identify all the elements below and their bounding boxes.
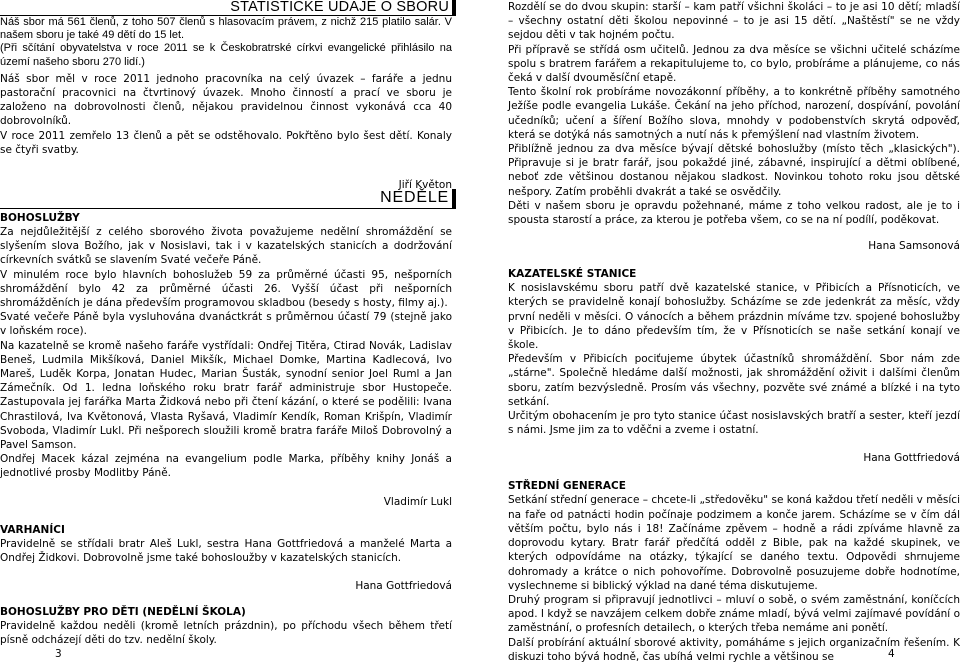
teachers-text: Při přípravě se střídá osm učitelů. Jednou za dva měsíce se všichni učitelé scházíme spolu s bratrem farářem a rekapitulujeme to, co bylo, probíráme a plánujeme, co nás čeká v další dvouměsíční etapě. bbox=[508, 43, 960, 85]
worship-paragraph-2: V minulém roce bylo hlavních bohoslužeb 59 za průměrné účasti 95, nešporních shromáždění bylo 42 za průměrné účasti 26. Vyšší účast při nešporních shromážděních je dána především programovou skladbou (besedy s hosty, filmy aj.). bbox=[0, 268, 452, 310]
statistics-signature: Jiří Květon bbox=[398, 179, 452, 192]
employees-text: Náš sbor měl v roce 2011 jednoho pracovníka na celý úvazek – faráře a jednu pastorační pracovnici na čtvrtinový úvazek. Mnoho činností a prací ve sboru je založeno na dobrovolnosti členů, nějakou pravidelnou činnost vykonává cca 40 dobrovolníků. bbox=[0, 72, 452, 128]
stations-paragraph-3: Určitým obohacením je pro tyto stanice účast nosislavských bratří a sester, kteří jezdí s námi. Jsme jim za to vděčni a zveme i ostatní. bbox=[508, 410, 960, 437]
census-stats-text: (Při sčítání obyvatelstva v roce 2011 se k Českobratrské církvi evangelické přihlásilo na území našeho sboru 270 lidí.) bbox=[0, 42, 452, 68]
middle-generation-paragraph-3: Další probírání aktuální sborové aktivity, pomáháme s jejich organizačním řešením. K diskuzi toho bývá hodně, čas ubíhá velmi rychle a většinou se bbox=[508, 636, 960, 663]
worship-heading: BOHOSLUŽBY bbox=[0, 212, 80, 224]
childrens-services-text: Přiblížně jednou za dva měsíce bývají dětské bohoslužby (místo těch „klasických"). Připravuje si je bratr farář, jsou pokaždé jiné, zábavné, inspirující a dětmi oblíbené, neboť zde většinou dostanou nějakou sladkost. Novinkou tohoto roku jsou dětské nešpory. Zatím proběhli dvakrát a také se osvědčily. bbox=[508, 143, 960, 198]
stations-heading: KAZATELSKÉ STANICE bbox=[508, 268, 637, 281]
page-number-left: 3 bbox=[55, 648, 62, 660]
middle-generation-heading: STŘEDNÍ GENERACE bbox=[508, 480, 626, 493]
worship-paragraph-1: Za nejdůležitější z celého sborového života považujeme nedělní shromáždění se slyšením slova Božího, jak v Nosislavi, tak i v kazatelských stanicích a dodržování církevních svátků se slavením Svaté večeře Páně. bbox=[0, 226, 452, 267]
worship-paragraph-3: Svaté večeře Páně byla vysluhována dvanáctkrát s průměrnou účastí 79 (stejně jako v loňském roce). bbox=[0, 311, 452, 338]
stations-paragraph-2: Především v Přibicích pociťujeme úbytek účastníků shromáždění. Sbor nám zde „stárne". Společně hledáme další možnosti, jak shromáždění oživit i dalšími členům sboru, zatím bezvýsledně. Prosím vás všechny, pozvěte své známé a blízké i na tyto setkání. bbox=[508, 353, 960, 408]
organists-text: Pravidelně se střídali bratr Aleš Lukl, sestra Hana Gottfriedová a manželé Marta a Ondřej Židkovi. Dobrovolně jsme také bohosloužby v kazatelských stanicích. bbox=[0, 537, 452, 564]
middle-generation-paragraph-1: Setkání střední generace – chcete-li „středověku" se koná každou třetí neděli v měsíci na faře od patnácti hodin počínaje podzimem a konče jarem. Scházíme se v čím dál větším počtu, bylo nás i 18! Začínáme zpěvem – hodně a rádi zpíváme hlavně za doprovodu kytary. Bratr farář předčítá odděl z Bible, pak na každé skupinek, ve kterých odpovídáme na otázky, týkající se daného textu. Odpovědi shrnujeme dohromady a krátce o nich pohovoříme. Dobrovolně posuzujeme dobře hodnotíme, vyslechneme si biblický výklad na dané téma diskutujeme. bbox=[508, 494, 960, 592]
children-worship-heading: BOHOSLUŽBY PRO DĚTI (NEDĚLNÍ ŠKOLA) bbox=[0, 606, 246, 619]
stations-signature: Hana Gottfriedová bbox=[863, 452, 960, 465]
statistics-banner bbox=[0, 0, 456, 16]
sunday-banner-title: NEDĚLE bbox=[380, 189, 449, 206]
organists-signature: Hana Gottfriedová bbox=[355, 580, 452, 593]
sunday-banner bbox=[0, 189, 456, 209]
page-number-right: 4 bbox=[888, 648, 895, 660]
worship-paragraph-5: Ondřej Macek kázal zejména na evangelium podle Marka, příběhy knihy Jonáš a jednotlivé prosby Modlitby Páně. bbox=[0, 453, 452, 480]
organists-heading: VARHANÍCI bbox=[0, 523, 65, 536]
children-signature: Hana Samsonová bbox=[868, 240, 960, 253]
blessing-text: Děti v našem sboru je opravdu požehnané, máme z toho velkou radost, ale je to i spousta starostí a práce, za kterou je potřeba všem, co se na ní podílí, poděkovat. bbox=[508, 199, 960, 227]
school-year-text: Tento školní rok probíráme novozákonní příběhy, a to konkrétně příběhy samotného Ježíše podle evangelia Lukáše. Čekání na jeho příchod, narození, dospívání, povolání učedníků; učení a šíření Božího slova, mnohdy v podobenstvích skrytá odpověď, která se dotýká nás samotných a nutí nás k přemýšlení nad vlastním životem. bbox=[508, 86, 960, 141]
children-worship-text: Pravidelně každou neděli (kromě letních prázdnin), po příchodu všech během třetí písně odcházejí děti do tzv. nedělní školy. bbox=[0, 620, 452, 647]
deaths-baptisms-text: V roce 2011 zemřelo 13 členů a pět se odstěhovalo. Pokřtěno bylo šest dětí. Konaly se čtyři svatby. bbox=[0, 129, 452, 156]
stations-paragraph-1: K nosislavskému sboru patří dvě kazatelské stanice, v Přibicích a Přísnoticích, ve kterých se pravidelně konají bohoslužby. Scházíme se zde jedenkrát za měsíc, vždy první neděli v měsíci. O vánocích a během prázdnin míváme tzv. spojené bohoslužby v Přibicích. Je to dáno především tím, že v Přísnoticích se naše setkání konají ve škole. bbox=[508, 282, 960, 352]
statistics-banner-title: STATISTICKÉ ÚDAJE O SBORU bbox=[230, 0, 449, 15]
worship-signature: Vladimír Lukl bbox=[383, 495, 452, 508]
members-stats-text: Náš sbor má 561 členů, z toho 507 členů s hlasovacím právem, z nichž 215 platilo salár. V našem sboru je také 49 dětí do 15 let. bbox=[0, 16, 452, 42]
middle-generation-paragraph-2: Druhý program si připravují jednotlivci – mluví o sobě, o svém zaměstnání, koníčcích apod. I když se navzájem celkem dobře známe mladí, bývá velmi zajímavé povídání o zaměstnání, o profesních detailech, o kterých třeba nemáme ani ponětí. bbox=[508, 593, 960, 635]
worship-paragraph-4: Na kazatelně se kromě našeho faráře vystřídali: Ondřej Titěra, Ctirad Novák, Ladislav Beneš, Ludmila Mikšíková, Daniel Mikšík, Michael Domke, Martina Kadlecová, Ivo Mareš, Luděk Korpa, Jonatan Hudec, Marian Šusták, synodní senior Joel Ruml a Jan Zámečník. Od 1. ledna loňského roku bratr farář administruje sbor Hustopeče. Zastupovala jej farářka Marta Židková nebo při čtení kázání, o které se podělili: Ivana Chrastilová, Iva Květonová, Vlasta Ryšavá, Vladimír Kendík, Roman Krišpín, Vladimír Svoboda, Vladimír Lukl. Při nešporech sloužili kromě bratra faráře Miloš Dobrovolný a Pavel Samson. bbox=[0, 339, 452, 452]
children-groups-text: Rozdělí se do dvou skupin: starší – kam patří všichni školáci – to je asi 10 dětí; mladší – všechny ostatní děti školou nepovinné – to je asi 15 dětí. „Naštěstí" se ne vždy sejdou děti v tak hojném počtu. bbox=[508, 1, 960, 42]
